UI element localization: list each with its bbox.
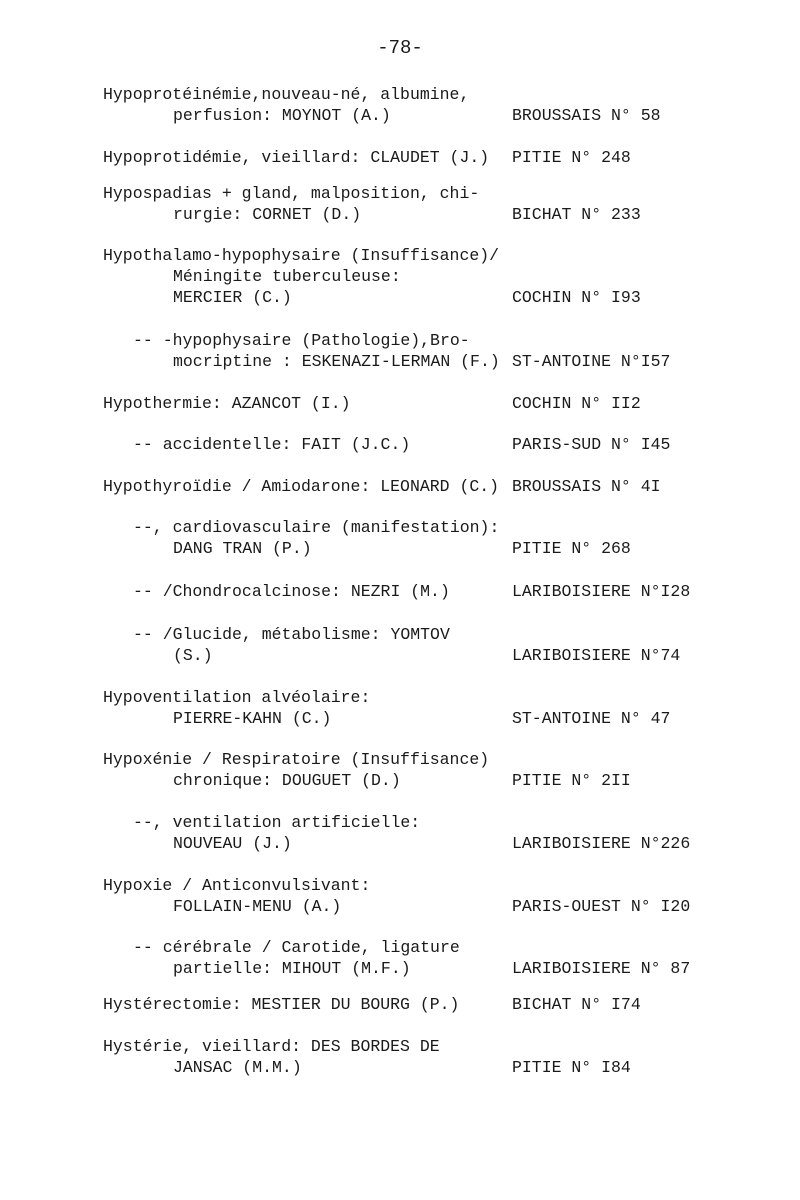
- entry-line: [0, 624, 800, 645]
- entry-continuation: NOUVEAU (J.): [173, 834, 292, 853]
- entry-line: [0, 812, 800, 833]
- index-entry: [0, 687, 800, 729]
- entry-reference: BROUSSAIS N° 4I: [512, 477, 661, 496]
- index-entry: [0, 875, 800, 917]
- index-entry: [0, 476, 800, 497]
- entry-line: [0, 1036, 800, 1057]
- entry-line: [0, 958, 800, 979]
- entry-line: [0, 770, 800, 791]
- entry-reference: LARIBOISIERE N° 87: [512, 959, 691, 978]
- entry-line: [0, 687, 800, 708]
- entry-continuation: DANG TRAN (P.): [173, 539, 312, 558]
- entry-line: [0, 581, 800, 602]
- entry-continuation: JANSAC (M.M.): [173, 1058, 302, 1077]
- entry-reference: PARIS-OUEST N° I20: [512, 897, 691, 916]
- entry-line: [0, 749, 800, 770]
- entry-line: [0, 434, 800, 455]
- entry-line: [0, 1057, 800, 1078]
- entry-reference: COCHIN N° II2: [512, 394, 641, 413]
- entry-reference: BICHAT N° I74: [512, 995, 641, 1014]
- entry-continuation: perfusion: MOYNOT (A.): [173, 106, 391, 125]
- index-entry: [0, 624, 800, 666]
- entry-line: [0, 330, 800, 351]
- entry-line: [0, 287, 800, 308]
- entry-reference: PITIE N° 268: [512, 539, 631, 558]
- entry-reference: LARIBOISIERE N°226: [512, 834, 691, 853]
- entry-reference: ST-ANTOINE N° 47: [512, 709, 671, 728]
- index-entry: [0, 994, 800, 1015]
- page-number: -78-: [377, 37, 423, 59]
- entry-line: [0, 645, 800, 666]
- index-entry: [0, 749, 800, 791]
- entry-line: [0, 393, 800, 414]
- entry-line: [0, 994, 800, 1015]
- entry-heading: Hypoprotéinémie,nouveau-né, albumine,: [103, 85, 470, 104]
- entry-heading: -- /Chondrocalcinose: NEZRI (M.): [133, 582, 450, 601]
- entry-line: [0, 351, 800, 372]
- entry-heading: --, ventilation artificielle:: [133, 813, 421, 832]
- entry-reference: ST-ANTOINE N°I57: [512, 352, 671, 371]
- index-entry: [0, 517, 800, 559]
- entry-heading: -- -hypophysaire (Pathologie),Bro-: [133, 331, 470, 350]
- entry-heading: -- accidentelle: FAIT (J.C.): [133, 435, 411, 454]
- entry-reference: BICHAT N° 233: [512, 205, 641, 224]
- entry-line: [0, 875, 800, 896]
- index-entry: [0, 434, 800, 455]
- index-entry: [0, 245, 800, 308]
- entry-heading: Hypoventilation alvéolaire:: [103, 688, 371, 707]
- entry-line: [0, 204, 800, 225]
- index-entry: [0, 147, 800, 168]
- entry-line: [0, 84, 800, 105]
- entry-line: [0, 896, 800, 917]
- entry-reference: COCHIN N° I93: [512, 288, 641, 307]
- entry-continuation: MERCIER (C.): [173, 288, 292, 307]
- entry-reference: PITIE N° 2II: [512, 771, 631, 790]
- entry-continuation: mocriptine : ESKENAZI-LERMAN (F.): [173, 352, 500, 371]
- entry-heading: Hypothalamo-hypophysaire (Insuffisance)/: [103, 246, 500, 265]
- entry-line: [0, 266, 800, 287]
- entry-continuation: partielle: MIHOUT (M.F.): [173, 959, 411, 978]
- entry-heading: --, cardiovasculaire (manifestation):: [133, 518, 500, 537]
- index-entry: [0, 330, 800, 372]
- entry-heading: Hypoxénie / Respiratoire (Insuffisance): [103, 750, 490, 769]
- entry-line: [0, 476, 800, 497]
- entry-heading: Hypoprotidémie, vieillard: CLAUDET (J.): [103, 148, 490, 167]
- entry-line: [0, 937, 800, 958]
- entry-continuation: FOLLAIN-MENU (A.): [173, 897, 342, 916]
- entry-line: [0, 105, 800, 126]
- entry-continuation: Méningite tuberculeuse:: [173, 267, 401, 286]
- index-entry: [0, 812, 800, 854]
- entry-reference: PITIE N° 248: [512, 148, 631, 167]
- entry-heading: Hypoxie / Anticonvulsivant:: [103, 876, 371, 895]
- entry-heading: Hystérie, vieillard: DES BORDES DE: [103, 1037, 440, 1056]
- entry-line: [0, 538, 800, 559]
- index-entry: [0, 183, 800, 225]
- entry-reference: PITIE N° I84: [512, 1058, 631, 1077]
- index-entry: [0, 581, 800, 602]
- entry-line: [0, 147, 800, 168]
- index-entry: [0, 1036, 800, 1078]
- entry-line: [0, 183, 800, 204]
- entry-continuation: PIERRE-KAHN (C.): [173, 709, 332, 728]
- entry-reference: BROUSSAIS N° 58: [512, 106, 661, 125]
- entry-line: [0, 245, 800, 266]
- index-entry: [0, 937, 800, 979]
- entry-continuation: (S.): [173, 646, 213, 665]
- entry-heading: Hystérectomie: MESTIER DU BOURG (P.): [103, 995, 460, 1014]
- index-entry: [0, 393, 800, 414]
- entry-continuation: rurgie: CORNET (D.): [173, 205, 362, 224]
- entry-heading: Hypothermie: AZANCOT (I.): [103, 394, 351, 413]
- entry-line: [0, 833, 800, 854]
- entry-heading: -- cérébrale / Carotide, ligature: [133, 938, 460, 957]
- entry-heading: Hypospadias + gland, malposition, chi-: [103, 184, 480, 203]
- index-entry: [0, 84, 800, 126]
- entry-line: [0, 708, 800, 729]
- entry-line: [0, 517, 800, 538]
- entry-reference: PARIS-SUD N° I45: [512, 435, 671, 454]
- entry-reference: LARIBOISIERE N°74: [512, 646, 681, 665]
- entry-heading: Hypothyroïdie / Amiodarone: LEONARD (C.): [103, 477, 500, 496]
- entry-heading: -- /Glucide, métabolisme: YOMTOV: [133, 625, 450, 644]
- entry-continuation: chronique: DOUGUET (D.): [173, 771, 401, 790]
- entry-reference: LARIBOISIERE N°I28: [512, 582, 691, 601]
